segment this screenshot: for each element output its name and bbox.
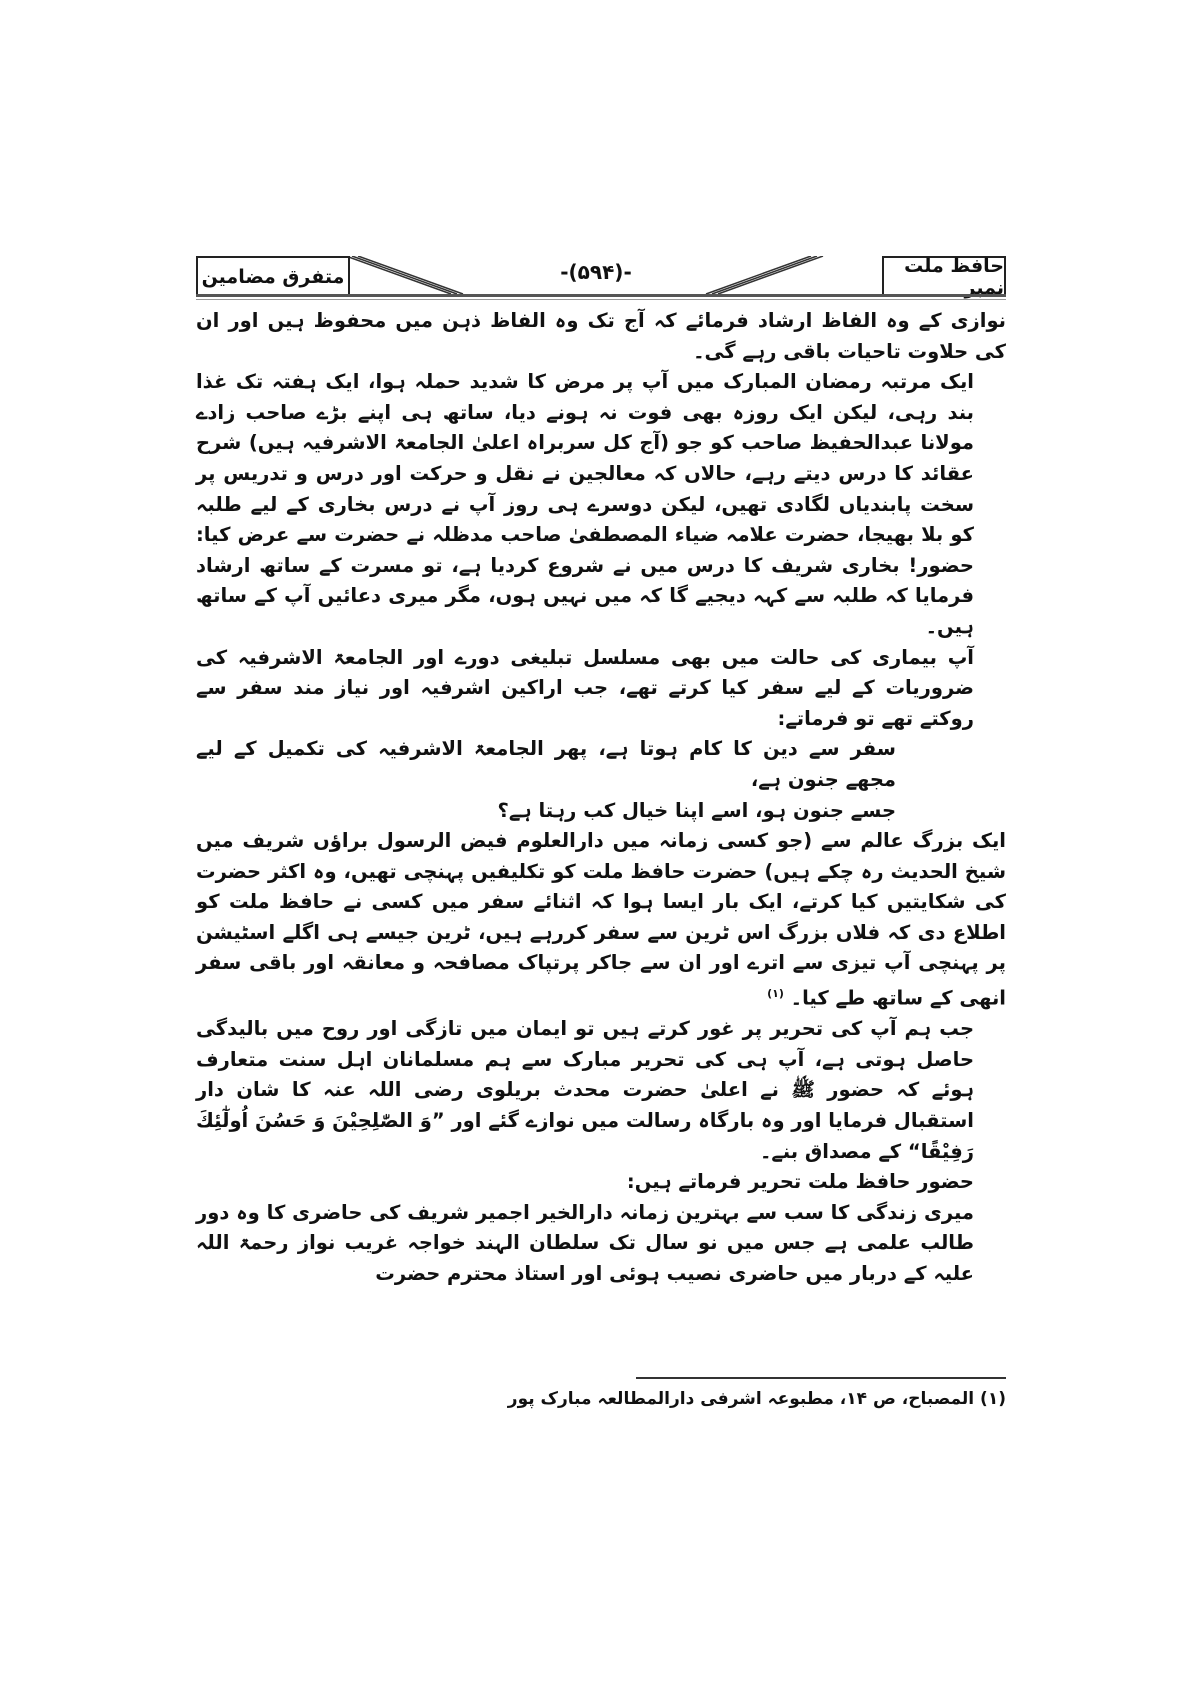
- footnote-reference[interactable]: (۱): [767, 987, 784, 1001]
- paragraph: نوازی کے وہ الفاظ ارشاد فرمائے کہ آج تک وہ الفاظ ذہن میں محفوظ ہیں اور ان کی حلاوت تاحیات باقی رہے گی۔: [196, 309, 1006, 363]
- paragraph: میری زندگی کا سب سے بہترین زمانہ دارالخیر اجمیر شریف کی حاضری کا وہ دور طالب علمی ہے جس میں نو سال تک سلطان الہند خواجہ غریب نواز رحمۃ اللہ علیہ کے دربار میں حاضری نصیب ہوئی اور استاذ محترم حضرت: [196, 1200, 974, 1285]
- body-text: [196, 306, 1006, 1290]
- footnote-separator: [636, 1377, 1006, 1379]
- paragraph: آپ بیماری کی حالت میں بھی مسلسل تبلیغی دورے اور الجامعۃ الاشرفیہ کی ضروریات کے لیے سفر کیا کرتے تھے، جب اراکین اشرفیہ اور نیاز مند سفر سے روکتے تھے تو فرماتے:: [196, 645, 974, 730]
- paragraph: [196, 826, 1006, 1014]
- page-number: -(۵۹۴)-: [560, 260, 632, 284]
- section-title: متفرق مضامین: [196, 256, 350, 296]
- paragraph: حضور حافظ ملت تحریر فرماتے ہیں:: [626, 1170, 974, 1194]
- header-rule: [196, 294, 1006, 297]
- paragraph-text: ایک بزرگ عالم سے (جو کسی زمانہ میں دارالعلوم فیض الرسول براؤں شریف میں شیخ الحدیث رہ چکے ہیں) حضرت حافظ ملت کو تکلیفیں پہنچی تھیں، وہ اکثر حضرت کی شکایتیں کیا کرتے، ایک بار ایسا ہوا کہ اثنائے سفر میں کسی نے حافظ ملت کو اطلاع دی کہ فلاں بزرگ اس ٹرین سے سفر کررہے ہیں، ٹرین جیسے ہی اگلے اسٹیشن پر پہنچی آپ تیزی سے اترے اور ان سے جاکر پرتپاک مصافحہ و معانقہ اور باقی سفر انھی کے ساتھ طے کیا۔: [196, 829, 1006, 1010]
- document-page: [196, 255, 1006, 1409]
- quote-line: جسے جنون ہو، اسے اپنا خیال کب رہتا ہے؟: [497, 798, 896, 822]
- publication-title: حافظ ملت نمبر: [882, 256, 1006, 296]
- header-rule-thin: [196, 299, 1006, 300]
- footnote: (۱) المصباح، ص ۱۴، مطبوعہ اشرفی دارالمطالعہ مبارک پور: [507, 1389, 1006, 1409]
- page-header: [196, 256, 1006, 300]
- paragraph: جب ہم آپ کی تحریر پر غور کرتے ہیں تو ایمان میں تازگی اور روح میں بالیدگی حاصل ہوتی ہے، آپ ہی کی تحریر مبارک سے ہم مسلمانان اہل سنت متعارف ہوئے کہ حضور ﷺ نے اعلیٰ حضرت محدث بریلوی رضی اللہ عنہ کا شان دار استقبال فرمایا اور وہ بارگاہ رسالت میں نوازے گئے اور ”وَ الصّٰلِحِیْنَ وَ حَسُنَ اُولٰٓئِكَ رَفِیْقًا“ کے مصداق بنے۔: [196, 1017, 974, 1163]
- quote-line: سفر سے دین کا کام ہوتا ہے، پھر الجامعۃ الاشرفیہ کی تکمیل کے لیے مجھے جنون ہے،: [196, 737, 896, 791]
- paragraph: ایک مرتبہ رمضان المبارک میں آپ پر مرض کا شدید حملہ ہوا، ایک ہفتہ تک غذا بند رہی، لیکن ایک روزہ بھی فوت نہ ہونے دیا، ساتھ ہی اپنے بڑے صاحب زادے مولانا عبدالحفیظ صاحب کو جو (آج کل سربراہ اعلیٰ الجامعۃ الاشرفیہ ہیں) شرح عقائد کا درس دیتے رہے، حالاں کہ معالجین نے نقل و حرکت اور درس و تدریس پر سخت پابندیاں لگادی تھیں، لیکن دوسرے ہی روز آپ نے درس بخاری کے لیے طلبہ کو بلا بھیجا، حضرت علامہ ضیاء المصطفیٰ صاحب مدظلہ نے حضرت سے عرض کیا: حضور! بخاری شریف کا درس میں نے شروع کردیا ہے، تو مسرت کے ساتھ ارشاد فرمایا کہ طلبہ سے کہہ دیجیے گا کہ میں نہیں ہوں، مگر میری دعائیں آپ کے ساتھ ہیں۔: [196, 370, 974, 638]
